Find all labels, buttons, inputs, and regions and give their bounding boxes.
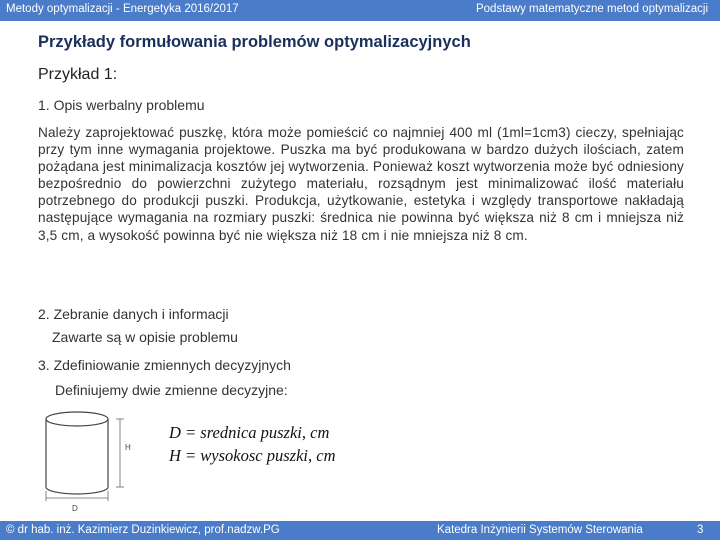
section-2-text: Zawarte są w opisie problemu — [52, 329, 238, 345]
header-course: Metody optymalizacji - Energetyka 2016/2017 — [6, 3, 239, 15]
page-number: 3 — [697, 524, 704, 536]
problem-description: Należy zaprojektować puszkę, która może pomieścić co najmniej 400 ml (1ml=1cm3) cieczy, spełniając przy tym inne wymagania projektowe. Puszka ma być produkowana w bardzo dużych ilościach, zatem pożądana jest minimalizacja kosztów jej wytworzenia. Ponieważ koszt wytworzenia może być odniesiony bezpośrednio do powierzchni zużytego materiału, rozsądnym jest minimalizować ilość materiału potrzebnego do produkcji puszki. Produkcja, użytkowanie, estetyka i względy transportowe nakładają następujące wymagania na rozmiary puszki: średnica nie powinna być większa niż 8 cm i mniejsza niż 3,5 cm, a wysokość powinna być nie większa niż 18 cm i nie mniejsza niż 8 cm. — [38, 125, 684, 243]
equation-h: H = wysokosc puszki, cm — [169, 446, 336, 465]
section-3-heading: 3. Zdefiniowanie zmiennych decyzyjnych — [38, 357, 291, 373]
equation-d: D = srednica puszki, cm — [169, 423, 330, 442]
footer-bar — [0, 521, 720, 540]
section-1-heading: 1. Opis werbalny problemu — [38, 97, 205, 113]
footer-author: © dr hab. inż. Kazimierz Duzinkiewicz, prof.nadzw.PG — [6, 524, 280, 536]
section-2-heading: 2. Zebranie danych i informacji — [38, 306, 229, 322]
slide-title: Przykłady formułowania problemów optymalizacyjnych — [38, 33, 471, 51]
example-label: Przykład 1: — [38, 66, 118, 83]
header-bar — [0, 0, 720, 21]
can-cylinder-diagram — [36, 408, 146, 516]
decision-variables — [169, 421, 335, 467]
diameter-label: D — [72, 504, 78, 513]
section-3-text: Definiujemy dwie zmienne decyzyjne: — [55, 382, 288, 398]
footer-department: Katedra Inżynierii Systemów Sterowania — [437, 524, 643, 536]
header-subject: Podstawy matematyczne metod optymalizacji — [475, 3, 708, 15]
height-label: H — [125, 443, 131, 452]
